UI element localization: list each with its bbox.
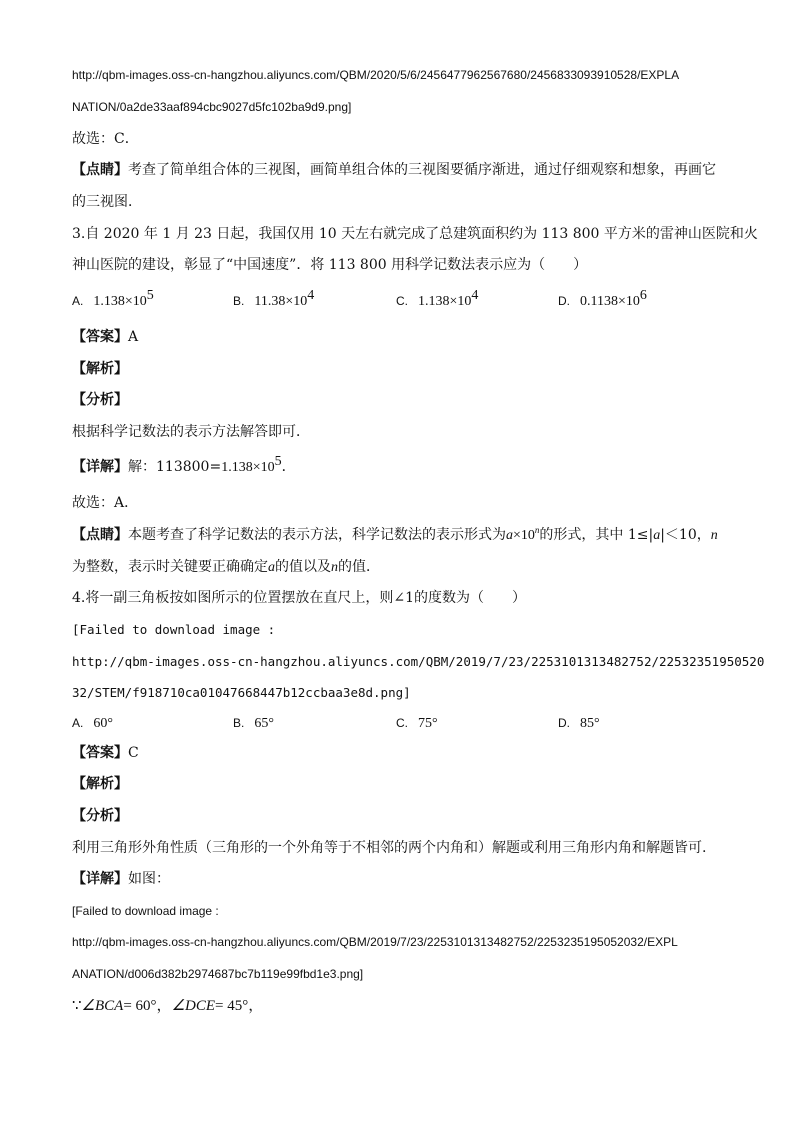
q4-analysis-label: 【解析】 xyxy=(72,776,128,792)
q4-failed-image-line2: http://qbm-images.oss-cn-hangzhou.aliyuncs.com/QBM/2019/7/23/2253101313482752/22532351950520 xyxy=(72,654,765,669)
q3-stem-line1: 3.自 2020 年 1 月 23 日起，我国仅用 10 天左右就完成了总建筑面积约为 113 800 平方米的雷神山医院和火 xyxy=(72,226,758,242)
q4-option-a: A. 60° xyxy=(72,716,113,731)
q4-answer: 【答案】C xyxy=(72,745,139,761)
q3-option-c: C. $1.138\times 10^4$ xyxy=(396,288,479,309)
explanation-image-url-line1: http://qbm-images.oss-cn-hangzhou.aliyuncs.com/QBM/2020/5/6/2456477962567680/2456833093910528/EXPLA xyxy=(72,68,680,82)
q4-stem: 4.将一副三角板按如图所示的位置摆放在直尺上，则∠1的度数为（ ） xyxy=(72,590,526,606)
q3-choice: 故选：A． xyxy=(72,495,139,511)
q4-option-c: C. 75° xyxy=(396,716,438,731)
q4-angle-statement: ∵∠BCA= 60°，∠DCE= 45°， xyxy=(72,998,264,1014)
q4-option-b: B. 65° xyxy=(233,716,274,731)
q3-fenxi-label: 【分析】 xyxy=(72,392,128,408)
q3-option-b: B. $11.38\times 10^4$ xyxy=(233,288,315,309)
q3-detail: 【详解】解：$113800=1.138\times 10^5$． xyxy=(72,454,296,475)
q4-fenxi-text: 利用三角形外角性质（三角形的一个外角等于不相邻的两个内角和）解题或利用三角形内角和解题皆可. xyxy=(72,840,707,856)
q3-answer: 【答案】A xyxy=(72,329,139,345)
q4-option-d: D. 85° xyxy=(558,716,600,731)
q4-expl-failed-line1: [Failed to download image : xyxy=(72,904,219,918)
q4-fenxi-label: 【分析】 xyxy=(72,808,128,824)
prev-choice: 故选：C． xyxy=(72,131,139,147)
q3-comment-line1: 【点睛】本题考查了科学记数法的表示方法，科学记数法的表示形式为$a\times 10^n$的形式，其中 1≤|a|＜10，n xyxy=(72,525,718,543)
q3-option-a: A. $1.138\times 10^5$ xyxy=(72,288,154,309)
q4-expl-failed-line2: http://qbm-images.oss-cn-hangzhou.aliyuncs.com/QBM/2019/7/23/2253101313482752/2253235195052032/EXPL xyxy=(72,935,678,949)
q3-option-d: D. $0.1138\times 10^6$ xyxy=(558,288,647,309)
q4-failed-image-line1: [Failed to download image : xyxy=(72,622,276,637)
q3-fenxi-text: 根据科学记数法的表示方法解答即可． xyxy=(72,424,310,440)
comment-label: 【点睛】 xyxy=(72,162,128,178)
q4-detail: 【详解】如图： xyxy=(72,871,170,887)
q3-comment-line2: 为整数，表示时关键要正确确定a的值以及n的值． xyxy=(72,559,380,575)
prev-comment-line2: 的三视图． xyxy=(72,194,142,210)
q3-analysis-label: 【解析】 xyxy=(72,361,128,377)
prev-comment-line1 xyxy=(72,161,716,179)
explanation-image-url-line2: NATION/0a2de33aaf894cbc9027d5fc102ba9d9.png] xyxy=(72,100,352,114)
q4-failed-image-line3: 32/STEM/f918710ca01047668447b12ccbaa3e8d.png] xyxy=(72,685,411,700)
comment-text: 考查了简单组合体的三视图，画简单组合体的三视图要循序渐进，通过仔细观察和想象，再画它 xyxy=(128,162,716,178)
q3-stem-line2: 神山医院的建设，彰显了“中国速度”．将 113 800 用科学记数法表示应为（ ） xyxy=(72,257,588,273)
q4-expl-failed-line3: ANATION/d006d382b2974687bc7b119e99fbd1e3.png] xyxy=(72,967,364,981)
